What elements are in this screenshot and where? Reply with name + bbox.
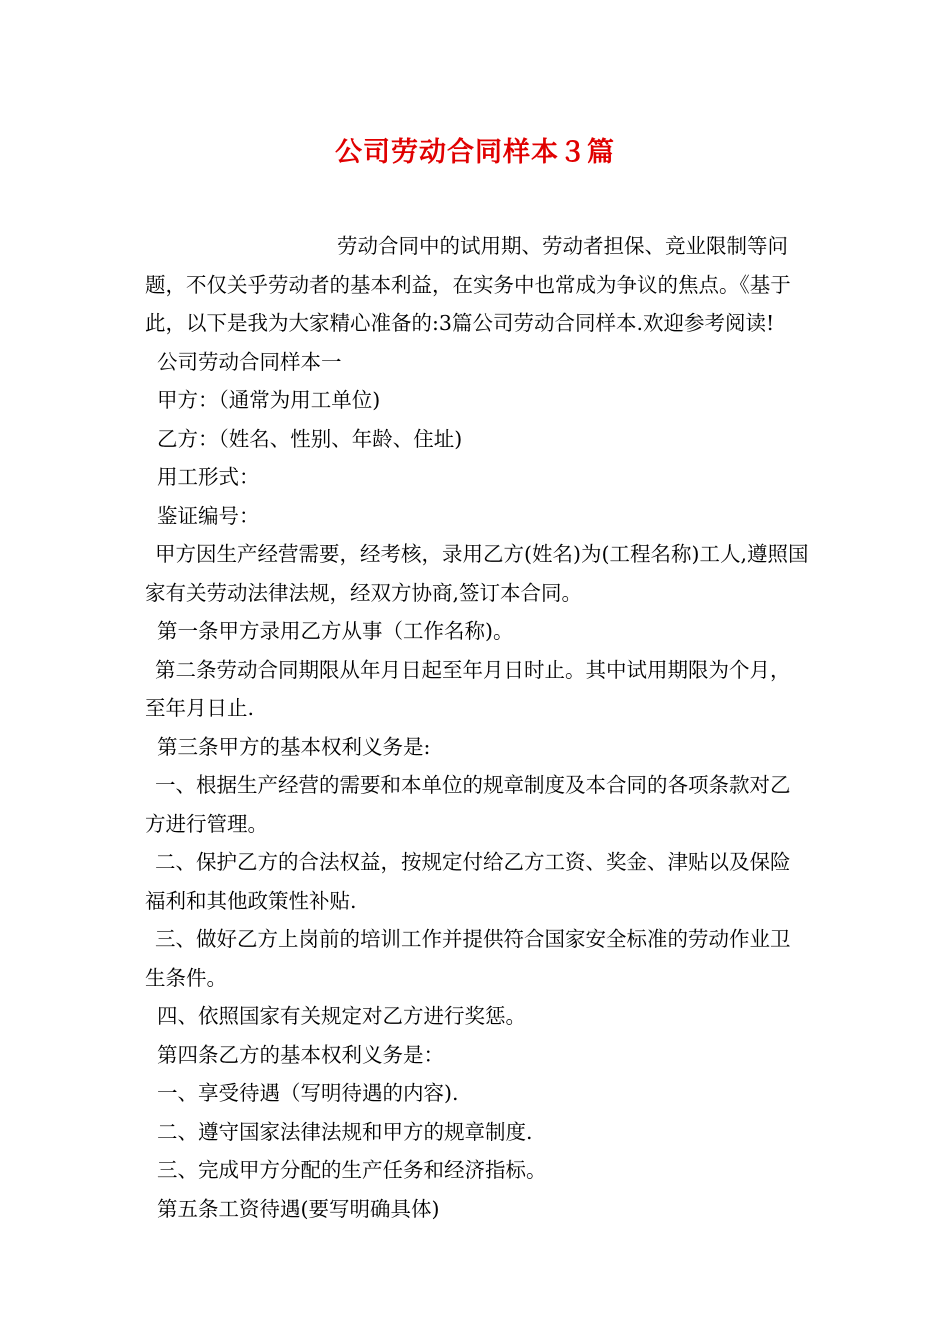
article-three-item-2: 二、保护乙方的合法权益，按规定付给乙方工资、奖金、津贴以及保险福利和其他政策性补贴. xyxy=(145,850,791,913)
article-three-item-1: 一、根据生产经营的需要和本单位的规章制度及本合同的各项条款对乙方进行管理。 xyxy=(145,773,791,836)
party-a-line: 甲方：（通常为用工单位) xyxy=(157,388,381,412)
article-five: 第五条工资待遇(要写明确具体) xyxy=(157,1196,440,1221)
employment-form-line: 用工形式： xyxy=(157,465,260,489)
certification-number-line: 鉴证编号： xyxy=(157,503,260,528)
intro-paragraph: 劳动合同中的试用期、劳动者担保、竞业限制等问题，不仅关乎劳动者的基本利益，在实务中也常成为争议的焦点。《基于此，以下是我为大家精心准备的:3篇公司劳动合同样本.欢迎参考阅读! xyxy=(145,234,791,335)
article-four-item-2: 二、遵守国家法律法规和甲方的规章制度. xyxy=(157,1119,533,1144)
document-title: 公司劳动合同样本３篇 xyxy=(335,137,615,168)
article-two: 第二条劳动合同期限从年月日起至年月日时止。其中试用期限为个月，至年月日止. xyxy=(145,657,791,720)
article-four-item-1: 一、享受待遇（写明待遇的内容). xyxy=(157,1081,459,1105)
article-four-item-3: 三、完成甲方分配的生产任务和经济指标。 xyxy=(157,1158,547,1182)
article-three: 第三条甲方的基本权利义务是: xyxy=(157,734,431,759)
article-one: 第一条甲方录用乙方从事（工作名称)。 xyxy=(157,619,514,643)
recruitment-paragraph: 甲方因生产经营需要，经考核，录用乙方(姓名)为(工程名称)工人,遵照国家有关劳动法律法规，经双方协商,签订本合同。 xyxy=(145,542,809,605)
heading-sample-one: 公司劳动合同样本一 xyxy=(157,349,342,374)
article-three-item-4: 四、依照国家有关规定对乙方进行奖惩。 xyxy=(157,1004,526,1028)
article-four: 第四条乙方的基本权利义务是： xyxy=(157,1042,444,1067)
party-b-line: 乙方：（姓名、性别、年龄、住址) xyxy=(157,426,463,451)
article-three-item-3: 三、做好乙方上岗前的培训工作并提供符合国家安全标准的劳动作业卫生条件。 xyxy=(145,927,791,990)
document-body xyxy=(145,227,810,1228)
